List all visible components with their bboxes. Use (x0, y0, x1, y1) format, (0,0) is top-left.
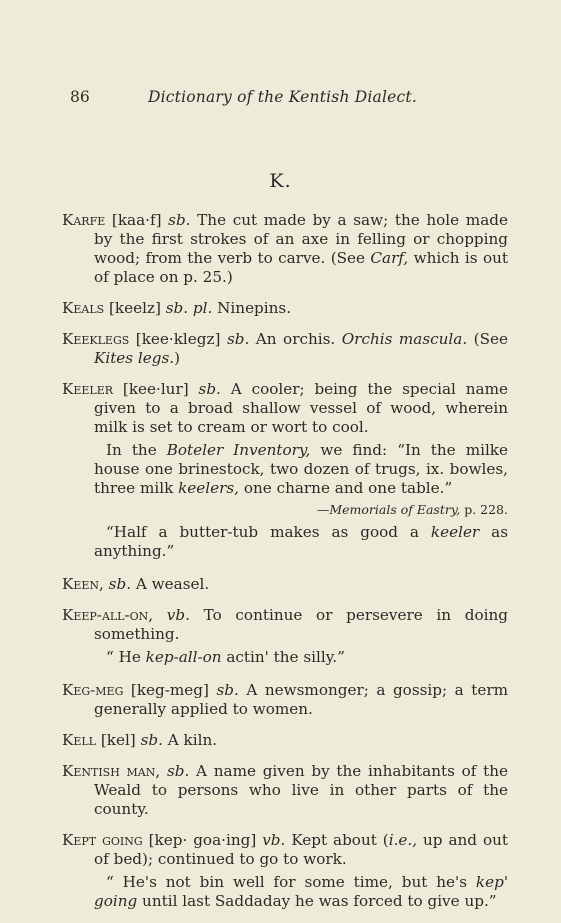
headword: Kell (62, 731, 96, 749)
entry-keeler (62, 380, 508, 561)
part-of-speech: sb. (160, 762, 190, 780)
keep-all-on-definition (62, 606, 508, 644)
keeler-quote-2 (62, 523, 508, 561)
pronunciation: [kep· goa·ing] (142, 831, 263, 849)
entry-keals (62, 299, 508, 318)
pronunciation: [kaa·f] (105, 211, 169, 229)
definition: A name given by the inhabitants of the Weald to persons who live in other parts of the county. (94, 762, 508, 818)
definition-cont: up and out of bed); continued to go to work. (94, 831, 509, 868)
citation-page: p. 228. (460, 502, 508, 517)
pronunciation: [kee·lur] (113, 380, 199, 398)
page-number: 86 (70, 88, 90, 106)
part-of-speech: sb. (140, 731, 163, 749)
headword: Karfe (62, 211, 106, 229)
cross-reference: Kites legs. (94, 349, 175, 367)
keep-all-on-quote (62, 648, 508, 667)
keeler-quote-1 (62, 441, 508, 498)
section-letter: K. (269, 170, 292, 192)
entry-kept-going (62, 831, 508, 911)
definition: To continue or persevere in doing something. (94, 606, 508, 643)
quote-source: Boteler Inventory, (166, 441, 311, 459)
definition: The cut made by a saw; the hole made by the first strokes of an axe in felling or chopping wood; from the verb to carve. (See (94, 211, 508, 267)
kept-going-quote (62, 873, 508, 911)
headword: Keeklegs (62, 330, 130, 348)
definition: A newsmonger; a gossip; a term generally applied to women. (94, 681, 508, 718)
definition: An orchis. (249, 330, 342, 348)
quote-term: keeler (430, 523, 480, 541)
quote-text: “ He (106, 648, 146, 666)
quote-term: kep' going (94, 873, 508, 910)
keeler-definition (62, 380, 508, 437)
kept-going-definition (62, 831, 508, 869)
citation-title: Memorials of Eastry, (329, 502, 461, 517)
part-of-speech: sb. (226, 330, 250, 348)
quote-text: “ He's not bin well for some time, but he's (106, 873, 476, 891)
entry-kell (62, 731, 508, 750)
pronunciation: [keg-meg] (123, 681, 217, 699)
quote-text: actin' the silly.” (221, 648, 345, 666)
headword: Keep-all-on, (62, 606, 154, 624)
part-of-speech: vb. (262, 831, 286, 849)
definition: Ninepins. (212, 299, 292, 317)
part-of-speech: sb. (168, 211, 191, 229)
definition: A kiln. (162, 731, 218, 749)
quote-term: kep-all-on (145, 648, 222, 666)
entry-kentish-man (62, 762, 508, 819)
quote-text: until last Saddaday he was forced to give up.” (137, 892, 497, 910)
definition-cont: which is out of place on p. 25.) (94, 249, 508, 286)
citation-dash: — (316, 502, 330, 517)
definition: A cooler; being the special name given to a broad shallow vessel of wood, wherein milk is set to cream or wort to cool. (94, 380, 508, 436)
headword: Keals (62, 299, 105, 317)
pronunciation: [kee·klegz] (129, 330, 227, 348)
quote-text: one charne and one table.” (239, 479, 453, 497)
pronunciation: [keelz] (104, 299, 166, 317)
entry-keeklegs (62, 330, 508, 368)
headword: Keg-meg (62, 681, 124, 699)
entry-karfe (62, 211, 508, 287)
entry-keep-all-on (62, 606, 508, 667)
headword: Keen, (62, 575, 104, 593)
definition: A weasel. (131, 575, 210, 593)
cross-reference: Carf, (370, 249, 409, 267)
part-of-speech: vb. (153, 606, 190, 624)
quote-term: keelers, (178, 479, 240, 497)
part-of-speech: sb. (198, 380, 221, 398)
quote-text: as anything.” (94, 523, 508, 560)
running-title: Dictionary of the Kentish Dialect. (148, 88, 417, 106)
quote-text: “Half a butter-tub makes as good a (106, 523, 431, 541)
definition: Kept about ( (285, 831, 389, 849)
entry-list (62, 211, 508, 913)
citation (62, 500, 508, 519)
headword: Kept going (62, 831, 143, 849)
definition-cont: (See (467, 330, 508, 348)
quote-text: In the (106, 441, 167, 459)
quote-text: we find: “In the milke house one brinestock, two dozen of trugs, ix. bowles, three milk (94, 441, 509, 497)
part-of-speech: sb. (103, 575, 132, 593)
abbreviation: i.e., (388, 831, 418, 849)
part-of-speech: sb. pl. (165, 299, 213, 317)
entry-keen (62, 575, 508, 594)
headword: Kentish man, (62, 762, 161, 780)
definition-end: ) (174, 349, 181, 367)
pronunciation: [kel] (96, 731, 141, 749)
part-of-speech: sb. (216, 681, 239, 699)
headword: Keeler (62, 380, 114, 398)
latin-name: Orchis mascula. (341, 330, 468, 348)
entry-keg-meg (62, 681, 508, 719)
